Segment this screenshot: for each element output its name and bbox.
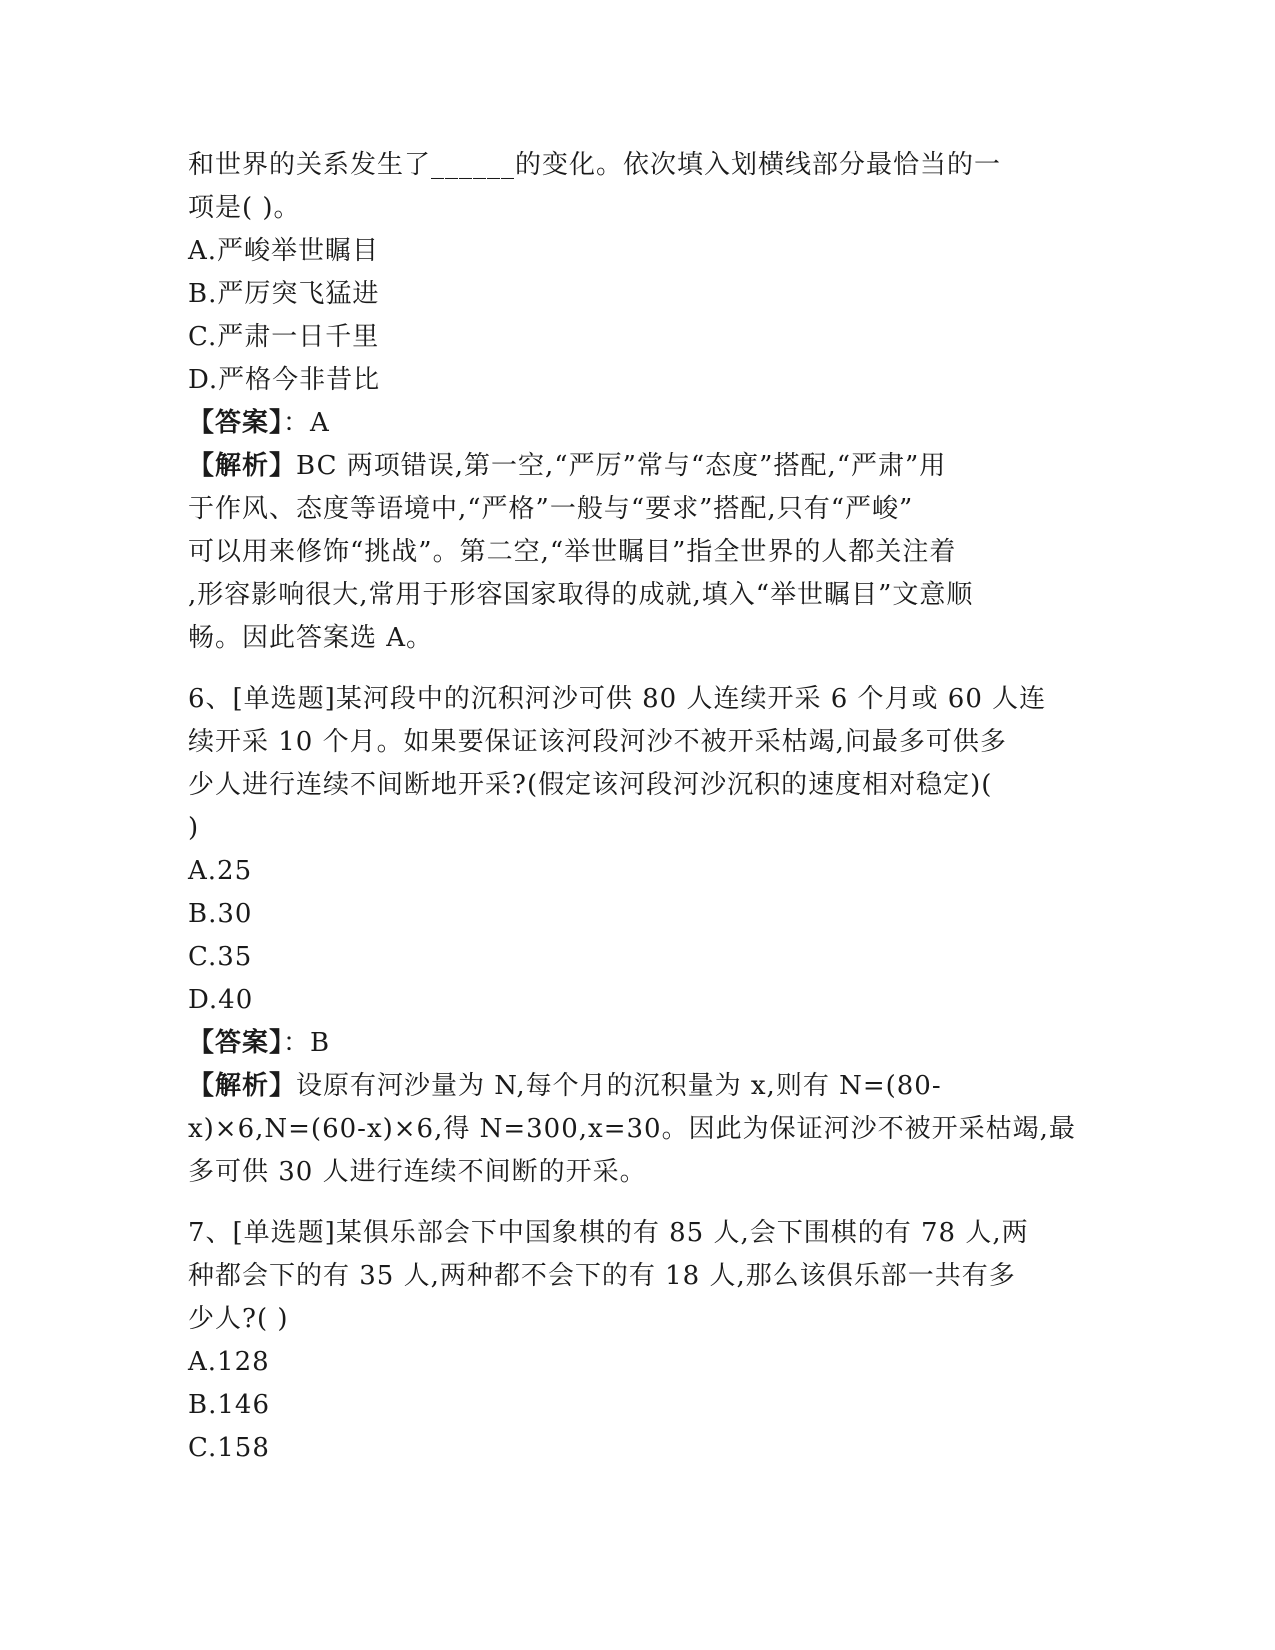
question-stem-line: 少人进行连续不间断地开采?(假定该河段河沙沉积的速度相对稳定)( [188,770,993,800]
question-6 [188,678,1088,1194]
answer-label: 【答案】 [188,1028,284,1058]
analysis-line: 于作风、态度等语境中,“严格”一般与“要求”搭配,只有“严峻” [188,494,914,524]
question-stem-line: 种都会下的有 35 人,两种都不会下的有 18 人,那么该俱乐部一共有多 [188,1261,1016,1291]
option-c: C.35 [188,942,253,972]
question-5 [188,144,1088,660]
question-stem-line: 7、[单选题]某俱乐部会下中国象棋的有 85 人,会下围棋的有 78 人,两 [188,1218,1029,1248]
option-a: A.25 [188,856,253,886]
option-c: C.严肃一日千里 [188,322,380,352]
question-stem-line: 6、[单选题]某河段中的沉积河沙可供 80 人连续开采 6 个月或 60 人连 [188,684,1047,714]
question-stem-line: 续开采 10 个月。如果要保证该河段河沙不被开采枯竭,问最多可供多 [188,727,1007,757]
answer-line [188,1022,1088,1065]
question-stem-line: 项是( )。 [188,193,301,223]
analysis-line: ,形容影响很大,常用于形容国家取得的成就,填入“举世瞩目”文意顺 [188,580,974,610]
question-stem-line: 和世界的关系发生了______的变化。依次填入划横线部分最恰当的一 [188,150,1002,180]
option-d: D.严格今非昔比 [188,365,381,395]
option-b: B.30 [188,899,253,929]
answer-value: ：A [283,408,330,438]
question-stem-line: ) [188,813,200,843]
option-a: A.128 [188,1347,270,1377]
analysis-line: 畅。因此答案选 A。 [188,623,434,653]
option-a: A.严峻举世瞩目 [188,236,380,266]
answer-value: ：B [283,1028,331,1058]
analysis-text: BC 两项错误,第一空,“严厉”常与“态度”搭配,“严肃”用 [296,451,947,481]
analysis-label: 【解析】 [188,1071,297,1101]
option-d: D.40 [188,985,254,1015]
analysis-line: 可以用来修饰“挑战”。第二空,“举世瞩目”指全世界的人都关注着 [188,537,957,567]
answer-label: 【答案】 [188,408,284,438]
analysis-line: x)×6,N=(60-x)×6,得 N=300,x=30。因此为保证河沙不被开采枯竭,最 [188,1114,1076,1144]
question-stem-line: 少人?( ) [188,1304,289,1334]
analysis-line [188,445,1088,488]
option-b: B.严厉突飞猛进 [188,279,380,309]
analysis-text: 设原有河沙量为 N,每个月的沉积量为 x,则有 N=(80- [296,1071,942,1101]
answer-line [188,402,1088,445]
option-c: C.158 [188,1433,270,1463]
analysis-line [188,1065,1088,1108]
question-7 [188,1212,1088,1470]
document-page [188,144,1088,1470]
analysis-line: 多可供 30 人进行连续不间断的开采。 [188,1157,647,1187]
option-b: B.146 [188,1390,270,1420]
analysis-label: 【解析】 [188,451,297,481]
spacer [188,1194,1088,1212]
spacer [188,660,1088,678]
